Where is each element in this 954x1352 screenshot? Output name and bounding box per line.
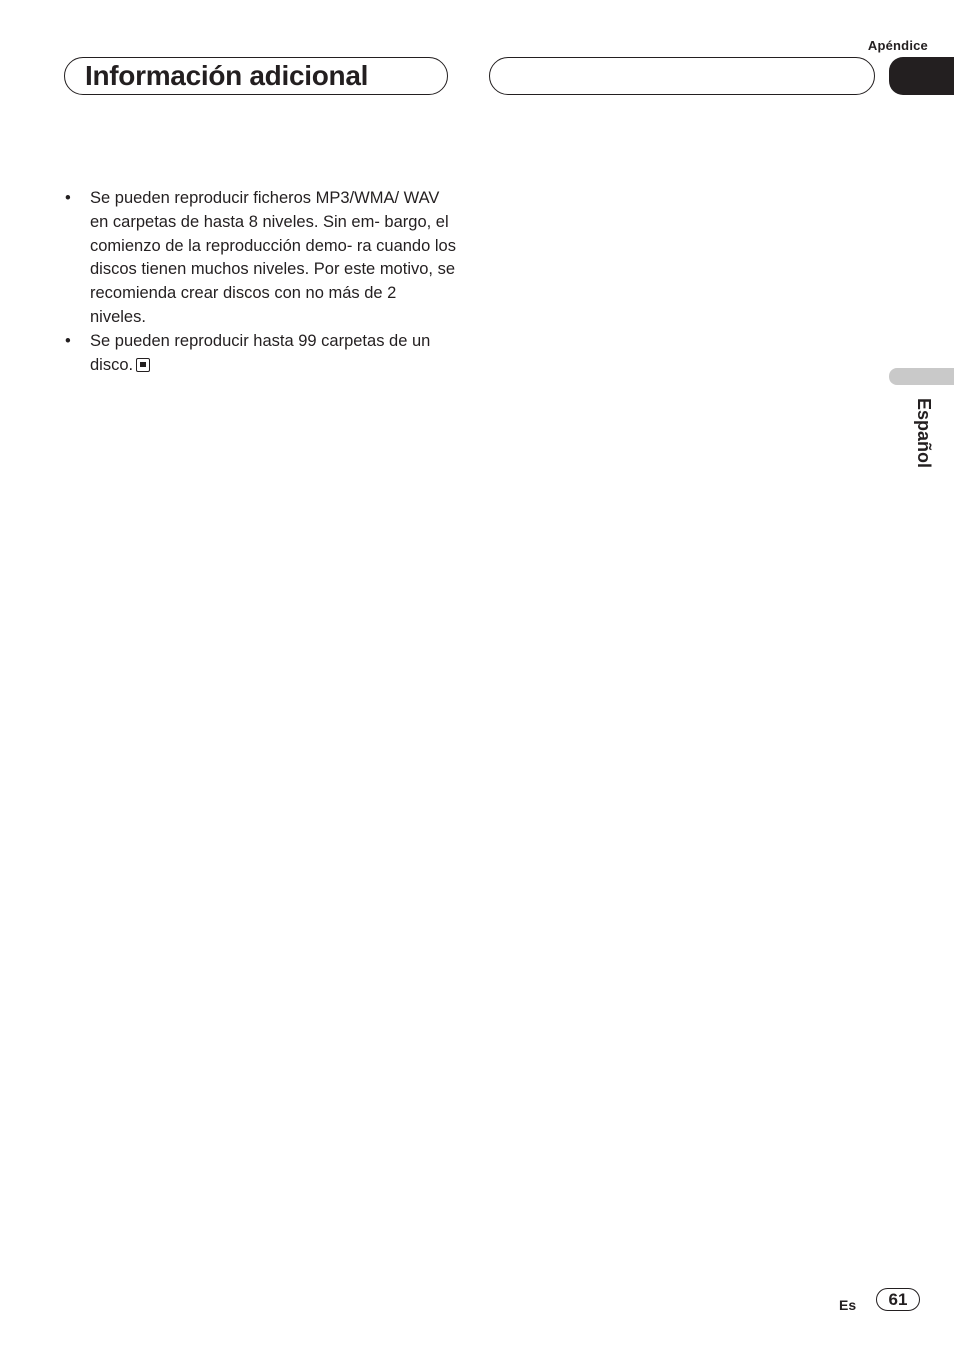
header-black-tab (889, 57, 954, 95)
bullet-icon: • (65, 331, 71, 350)
list-item-text: Se pueden reproducir hasta 99 carpetas de un disco. (90, 331, 431, 374)
page-number: 61 (876, 1288, 920, 1311)
page-title: Información adicional (85, 60, 369, 91)
section-label: Apéndice (867, 38, 928, 53)
language-label: Español (914, 398, 934, 469)
bullet-list (64, 187, 456, 377)
list-item-text: Se pueden reproducir ficheros MP3/WMA/ WAV en carpetas de hasta 8 niveles. Sin em- bargo, el comienzo de la reproducción demo- ra cuando los discos tienen muchos niveles. Por este motivo, se recomienda crear discos con no más de 2 niveles. (90, 189, 456, 326)
list-item (64, 330, 456, 378)
stop-square-icon (136, 358, 150, 372)
footer-lang-code: Es (839, 1297, 857, 1313)
bullet-icon: • (65, 189, 71, 207)
language-tab-marker (889, 368, 954, 385)
page-title-box (64, 57, 448, 95)
header-empty-box (489, 57, 875, 95)
list-item (64, 187, 456, 330)
